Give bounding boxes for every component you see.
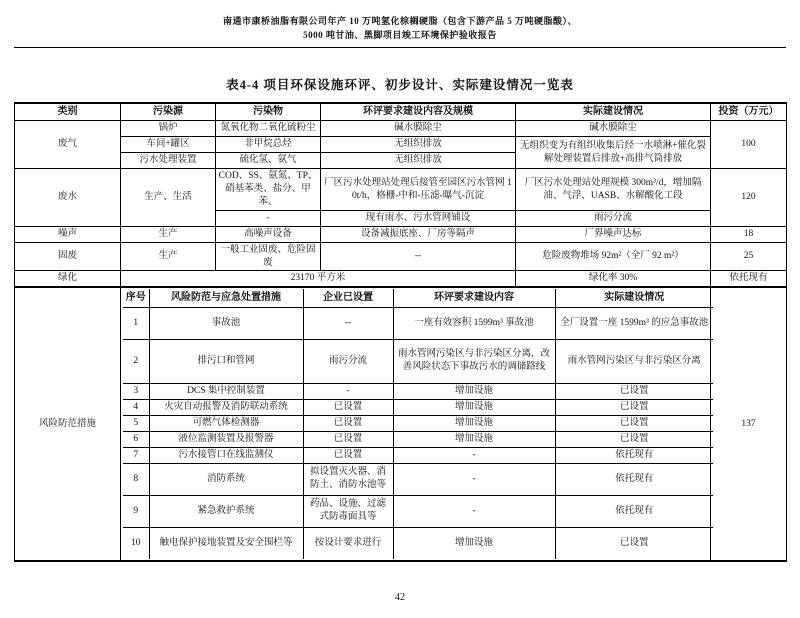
risk-header-no: 序号 (123, 289, 149, 307)
table-cell: 液位监测装置及报警器 (149, 431, 303, 447)
table-cell: 7 (123, 447, 149, 463)
table-cell: DCS 集中控制装置 (149, 383, 303, 399)
table-cell: 车间+罐区 (121, 137, 216, 153)
table-cell: 增加设施 (393, 383, 555, 399)
table-cell: - (393, 447, 555, 463)
table-row (123, 383, 713, 399)
cell-investment-risk: 137 (711, 287, 787, 561)
table-cell: 增加设施 (393, 415, 555, 431)
doc-header-line1: 南通市康桥油脂有限公司年产 10 万吨氢化棕榈硬脂（包含下游产品 5 万吨硬脂酸）、 (222, 16, 577, 26)
table-cell: 危险废物堆场 92m²（全厂 92 m²） (516, 242, 711, 271)
table-cell: 污水接管口在线监测仪 (149, 447, 303, 463)
table-cell: 排污口和管网 (149, 339, 303, 383)
table-cell: 事故池 (149, 307, 303, 339)
page-number: 42 (395, 592, 405, 604)
table-cell: 紧急救护系统 (149, 495, 303, 527)
table-row (15, 242, 787, 271)
table-cell: 10 (123, 527, 149, 559)
table-row (15, 226, 787, 242)
table-cell: 厂界噪声达标 (516, 226, 711, 242)
table-cell: - (303, 383, 393, 399)
table-cell: - (393, 495, 555, 527)
table-row (15, 137, 787, 153)
main-table (14, 102, 787, 562)
table-row (123, 339, 713, 383)
cell-investment-waste-water: 120 (711, 169, 787, 226)
cell-investment-solid-waste: 25 (711, 242, 787, 271)
table-cell: 增加设施 (393, 431, 555, 447)
table-cell: 2 (123, 339, 149, 383)
cell-investment-waste-gas: 100 (711, 121, 787, 169)
table-cell: 现有雨水、污水管网铺设 (321, 210, 516, 226)
risk-header-existing: 企业已设置 (303, 289, 393, 307)
table-cell: 一般工业固废、危险固废 (216, 242, 321, 271)
table-cell: 雨污分流 (303, 339, 393, 383)
header-divider (14, 47, 786, 48)
cell-investment-greening: 依托现有 (711, 271, 787, 287)
table-cell: 6 (123, 431, 149, 447)
table-row (123, 415, 713, 431)
table-row (123, 399, 713, 415)
table-cell: -- (303, 307, 393, 339)
table-row (123, 463, 713, 495)
table-cell: 生产、生活 (121, 169, 216, 226)
table-cell: 无组织变为有组织收集后经一水喷淋+催化裂解处理装置后排放+高排气筒排放 (516, 137, 711, 169)
table-cell: 按设计要求进行 (303, 527, 393, 559)
table-cell: 全厂设置一座 1599m³ 的应急事故池 (555, 307, 713, 339)
main-table-header-row (15, 103, 787, 121)
header-category: 类别 (15, 103, 121, 121)
table-cell: 已设置 (303, 415, 393, 431)
cell-category-greening: 绿化 (15, 271, 121, 287)
table-cell: 已设置 (303, 431, 393, 447)
risk-table-header-row (123, 289, 713, 307)
table-cell: 增加设施 (393, 527, 555, 559)
table-cell: 依托现有 (555, 495, 713, 527)
table-cell: 锅炉 (121, 121, 216, 137)
table-cell: 碱水膜除尘 (516, 121, 711, 137)
table-row (15, 121, 787, 137)
table-cell: 3 (123, 383, 149, 399)
header-actual-construction: 实际建设情况 (516, 103, 711, 121)
table-cell: - (393, 463, 555, 495)
document-header (14, 14, 786, 43)
table-cell: 生产 (121, 242, 216, 271)
cell-greening-area: 23170 平方米 (121, 271, 516, 287)
table-cell: 已设置 (555, 415, 713, 431)
table-cell: COD、SS、氨氮、TP、硝基苯类、盐分、甲苯、 (216, 169, 321, 210)
table-cell: 氮氧化物二氧化硫粉尘 (216, 121, 321, 137)
table-cell: 已设置 (303, 399, 393, 415)
table-cell: 1 (123, 307, 149, 339)
table-cell: 已设置 (303, 447, 393, 463)
risk-header-eia: 环评要求建设内容 (393, 289, 555, 307)
table-cell: 污水处理装置 (121, 153, 216, 169)
table-cell: 生产 (121, 226, 216, 242)
table-cell: 5 (123, 415, 149, 431)
table-cell: 设备减振底座、厂房等隔声 (321, 226, 516, 242)
table-cell: 消防系统 (149, 463, 303, 495)
table-title: 表4-4 项目环保设施环评、初步设计、实际建设情况一览表 (226, 77, 574, 92)
cell-category-risk: 风险防范措施 (15, 287, 121, 561)
table-cell: 雨水管网污染区与非污染区分离 (555, 339, 713, 383)
table-row (123, 307, 713, 339)
table-cell: 已设置 (555, 527, 713, 559)
table-cell: 增加设施 (393, 399, 555, 415)
table-row (15, 271, 787, 287)
table-cell: 厂区污水处理站处理后接管至园区污水管网 10t/h，格栅-中和-压滤-曝气-沉淀 (321, 169, 516, 210)
table-row (15, 287, 787, 561)
table-cell: 已设置 (555, 431, 713, 447)
table-row (123, 431, 713, 447)
risk-table-container (121, 287, 711, 561)
table-cell: 火灾自动报警及消防联动系统 (149, 399, 303, 415)
table-cell: 雨水管网污染区与非污染区分离，改善风险状态下事故污水的调储路线 (393, 339, 555, 383)
table-cell: 无组织排放 (321, 153, 516, 169)
cell-category-solid-waste: 固废 (15, 242, 121, 271)
table-cell: 碱水膜除尘 (321, 121, 516, 137)
table-cell: 8 (123, 463, 149, 495)
cell-category-waste-water: 废水 (15, 169, 121, 226)
cell-category-waste-gas: 废气 (15, 121, 121, 169)
table-cell: 绿化率 30% (516, 271, 711, 287)
table-cell: 已设置 (555, 383, 713, 399)
table-cell: 非甲烷总烃 (216, 137, 321, 153)
table-row (123, 447, 713, 463)
header-investment: 投资（万元） (711, 103, 787, 121)
table-cell: 9 (123, 495, 149, 527)
risk-header-actual: 实际建设情况 (555, 289, 713, 307)
cell-investment-noise: 18 (711, 226, 787, 242)
table-cell: 高噪声设备 (216, 226, 321, 242)
table-cell: 无组织排放 (321, 137, 516, 153)
table-cell: 4 (123, 399, 149, 415)
cell-category-noise: 噪声 (15, 226, 121, 242)
risk-table (123, 289, 713, 559)
doc-header-line2: 5000 吨甘油、黑脚项目竣工环境保护验收报告 (303, 30, 497, 41)
table-row (123, 495, 713, 527)
table-cell: -- (321, 242, 516, 271)
table-cell: 一座有效容积 1599m³ 事故池 (393, 307, 555, 339)
table-cell: 触电保护接地装置及安全围栏等 (149, 527, 303, 559)
table-cell: 可燃气体检测器 (149, 415, 303, 431)
table-cell: 药品、设施、过滤式防毒面具等 (303, 495, 393, 527)
table-cell: 拟设置灭火器、消防土、消防水池等 (303, 463, 393, 495)
risk-header-measure: 风险防范与应急处置措施 (149, 289, 303, 307)
table-cell: 依托现有 (555, 463, 713, 495)
header-eia-requirement: 环评要求建设内容及规模 (321, 103, 516, 121)
table-cell: 雨污分流 (516, 210, 711, 226)
table-cell: 已设置 (555, 399, 713, 415)
table-row (123, 527, 713, 559)
table-cell: - (216, 210, 321, 226)
table-cell: 依托现有 (555, 447, 713, 463)
table-cell: 厂区污水处理站处理规模 300m³/d，增加隔油、气浮、UASB、水解酸化工段 (516, 169, 711, 210)
header-pollutant: 污染物 (216, 103, 321, 121)
header-source: 污染源 (121, 103, 216, 121)
table-cell: 硫化氢、氨气 (216, 153, 321, 169)
table-row (15, 169, 787, 210)
